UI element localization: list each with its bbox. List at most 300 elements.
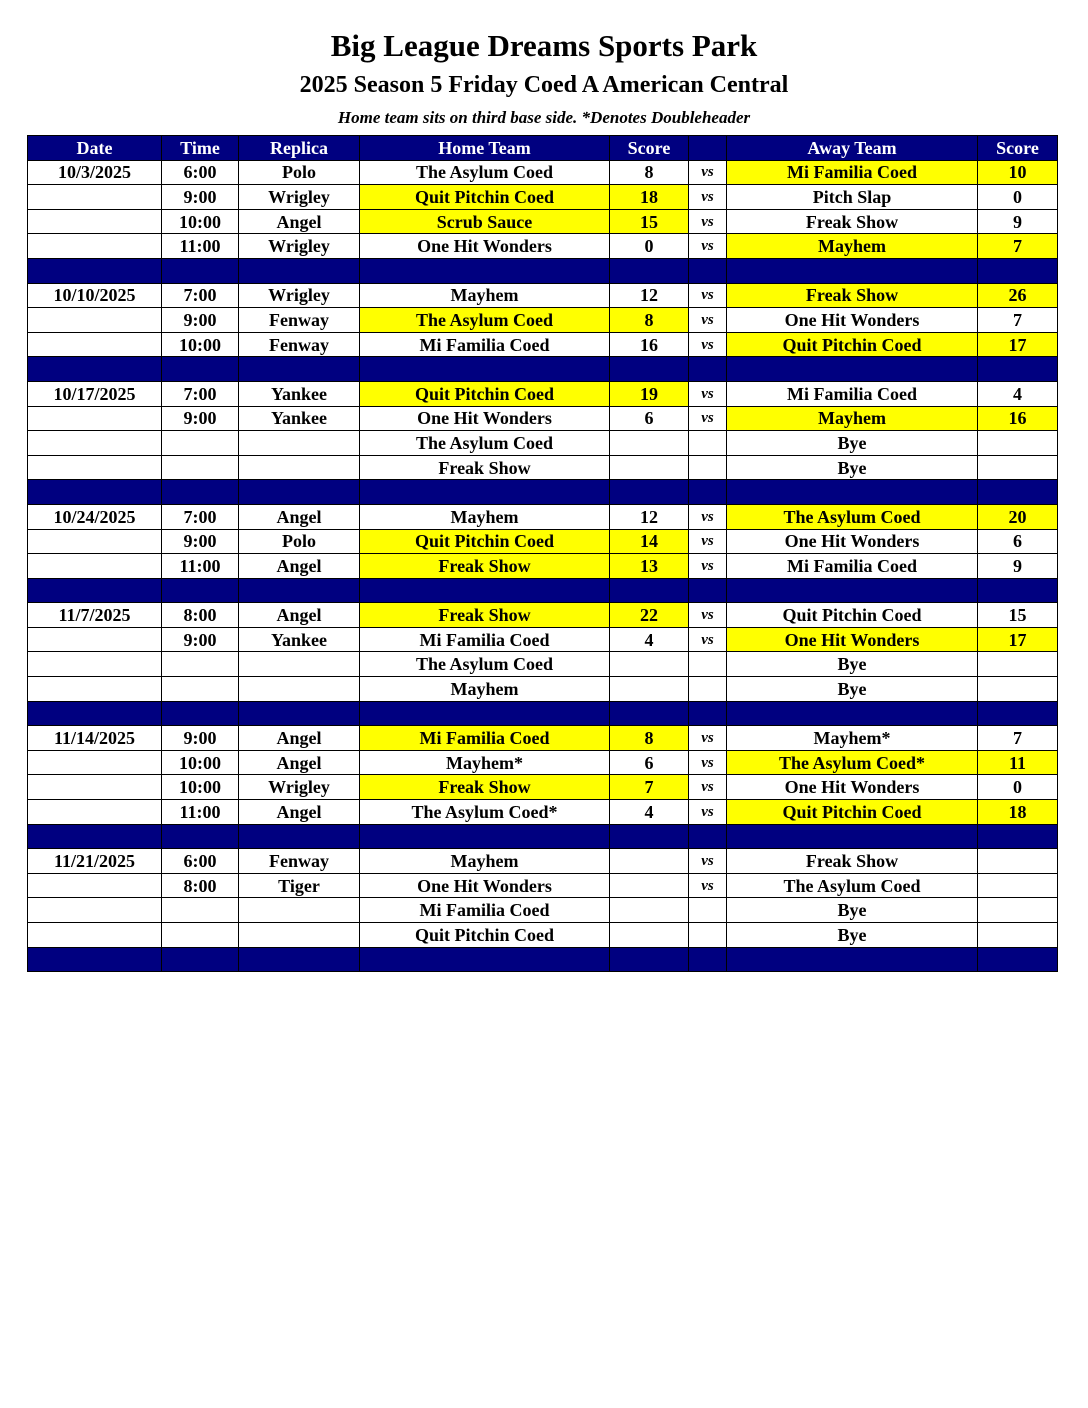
separator-cell — [162, 578, 239, 603]
time-cell: 9:00 — [162, 308, 239, 333]
separator-cell — [28, 701, 162, 726]
replica-cell: Angel — [239, 554, 360, 579]
home-score-cell: 22 — [610, 603, 689, 628]
separator-cell — [162, 480, 239, 505]
separator-cell — [162, 258, 239, 283]
date-cell — [28, 529, 162, 554]
vs-cell: vs — [689, 849, 727, 874]
replica-cell: Angel — [239, 750, 360, 775]
home-score-cell: 4 — [610, 800, 689, 825]
away-team-cell: One Hit Wonders — [727, 529, 978, 554]
table-row — [28, 185, 1058, 210]
separator-cell — [360, 947, 610, 972]
date-cell — [28, 677, 162, 702]
replica-cell: Yankee — [239, 406, 360, 431]
home-score-cell: 16 — [610, 332, 689, 357]
vs-cell — [689, 898, 727, 923]
separator-cell — [610, 578, 689, 603]
replica-cell: Wrigley — [239, 283, 360, 308]
replica-cell — [239, 652, 360, 677]
away-score-cell: 10 — [978, 160, 1058, 185]
away-team-cell: Bye — [727, 652, 978, 677]
week-separator-row — [28, 701, 1058, 726]
table-row — [28, 455, 1058, 480]
date-cell — [28, 627, 162, 652]
home-team-cell: Quit Pitchin Coed — [360, 529, 610, 554]
replica-cell — [239, 677, 360, 702]
time-cell — [162, 923, 239, 948]
away-score-cell: 9 — [978, 554, 1058, 579]
vs-cell: vs — [689, 308, 727, 333]
away-team-cell: Bye — [727, 677, 978, 702]
separator-cell — [360, 258, 610, 283]
date-cell — [28, 234, 162, 259]
page-subtitle: 2025 Season 5 Friday Coed A American Central — [299, 72, 789, 98]
week-separator-row — [28, 480, 1058, 505]
vs-cell — [689, 923, 727, 948]
separator-cell — [978, 824, 1058, 849]
vs-cell — [689, 677, 727, 702]
column-header: Away Team — [727, 136, 978, 161]
time-cell: 8:00 — [162, 603, 239, 628]
date-cell — [28, 873, 162, 898]
home-score-cell: 0 — [610, 234, 689, 259]
table-row — [28, 677, 1058, 702]
away-team-cell: Freak Show — [727, 209, 978, 234]
time-cell: 7:00 — [162, 504, 239, 529]
separator-cell — [360, 480, 610, 505]
home-score-cell: 6 — [610, 750, 689, 775]
separator-cell — [28, 258, 162, 283]
away-score-cell — [978, 677, 1058, 702]
replica-cell: Wrigley — [239, 234, 360, 259]
vs-cell: vs — [689, 554, 727, 579]
replica-cell: Angel — [239, 800, 360, 825]
separator-cell — [689, 701, 727, 726]
separator-cell — [610, 480, 689, 505]
column-header: Home Team — [360, 136, 610, 161]
vs-cell: vs — [689, 873, 727, 898]
vs-cell — [689, 431, 727, 456]
home-team-cell: Quit Pitchin Coed — [360, 381, 610, 406]
separator-cell — [978, 701, 1058, 726]
date-cell: 11/14/2025 — [28, 726, 162, 751]
home-score-cell: 8 — [610, 726, 689, 751]
home-score-cell — [610, 898, 689, 923]
vs-cell: vs — [689, 160, 727, 185]
separator-cell — [28, 480, 162, 505]
time-cell: 9:00 — [162, 726, 239, 751]
week-separator-row — [28, 578, 1058, 603]
home-team-cell: Freak Show — [360, 455, 610, 480]
separator-cell — [360, 578, 610, 603]
separator-cell — [28, 357, 162, 382]
table-row — [28, 923, 1058, 948]
table-row — [28, 750, 1058, 775]
home-score-cell — [610, 431, 689, 456]
time-cell: 11:00 — [162, 234, 239, 259]
time-cell — [162, 898, 239, 923]
page-note: Home team sits on third base side. *Denotes Doubleheader — [337, 108, 751, 127]
separator-cell — [610, 824, 689, 849]
replica-cell: Wrigley — [239, 775, 360, 800]
home-score-cell: 4 — [610, 627, 689, 652]
vs-cell: vs — [689, 603, 727, 628]
replica-cell: Tiger — [239, 873, 360, 898]
date-cell — [28, 898, 162, 923]
table-row — [28, 775, 1058, 800]
schedule-table — [27, 135, 1058, 972]
home-team-cell: Mayhem — [360, 283, 610, 308]
away-team-cell: One Hit Wonders — [727, 775, 978, 800]
replica-cell — [239, 923, 360, 948]
date-cell: 10/24/2025 — [28, 504, 162, 529]
table-row — [28, 431, 1058, 456]
replica-cell: Fenway — [239, 332, 360, 357]
date-cell: 10/10/2025 — [28, 283, 162, 308]
separator-cell — [689, 258, 727, 283]
home-team-cell: The Asylum Coed — [360, 652, 610, 677]
separator-cell — [239, 701, 360, 726]
away-team-cell: Mi Familia Coed — [727, 160, 978, 185]
separator-cell — [162, 824, 239, 849]
home-score-cell — [610, 873, 689, 898]
separator-cell — [727, 258, 978, 283]
separator-cell — [978, 357, 1058, 382]
separator-cell — [239, 947, 360, 972]
replica-cell: Fenway — [239, 308, 360, 333]
away-score-cell: 11 — [978, 750, 1058, 775]
separator-cell — [610, 357, 689, 382]
replica-cell — [239, 455, 360, 480]
vs-cell — [689, 455, 727, 480]
vs-cell: vs — [689, 529, 727, 554]
away-score-cell — [978, 652, 1058, 677]
home-score-cell — [610, 455, 689, 480]
column-header: Time — [162, 136, 239, 161]
replica-cell: Angel — [239, 504, 360, 529]
away-score-cell — [978, 455, 1058, 480]
table-row — [28, 898, 1058, 923]
home-team-cell: Scrub Sauce — [360, 209, 610, 234]
vs-cell: vs — [689, 750, 727, 775]
table-row — [28, 406, 1058, 431]
separator-cell — [360, 701, 610, 726]
date-cell — [28, 775, 162, 800]
table-row — [28, 603, 1058, 628]
replica-cell: Angel — [239, 209, 360, 234]
date-cell — [28, 185, 162, 210]
replica-cell: Wrigley — [239, 185, 360, 210]
table-row — [28, 554, 1058, 579]
home-score-cell: 6 — [610, 406, 689, 431]
time-cell: 7:00 — [162, 381, 239, 406]
date-cell: 11/21/2025 — [28, 849, 162, 874]
week-separator-row — [28, 824, 1058, 849]
time-cell: 8:00 — [162, 873, 239, 898]
date-cell — [28, 332, 162, 357]
away-score-cell: 16 — [978, 406, 1058, 431]
away-team-cell: Bye — [727, 923, 978, 948]
separator-cell — [978, 947, 1058, 972]
replica-cell: Yankee — [239, 627, 360, 652]
table-row — [28, 381, 1058, 406]
date-cell: 10/3/2025 — [28, 160, 162, 185]
separator-cell — [727, 578, 978, 603]
away-team-cell: The Asylum Coed* — [727, 750, 978, 775]
time-cell — [162, 652, 239, 677]
vs-cell: vs — [689, 406, 727, 431]
vs-cell: vs — [689, 185, 727, 210]
table-row — [28, 209, 1058, 234]
date-cell — [28, 209, 162, 234]
separator-cell — [28, 578, 162, 603]
separator-cell — [610, 258, 689, 283]
separator-cell — [727, 947, 978, 972]
home-score-cell: 13 — [610, 554, 689, 579]
column-header: Score — [978, 136, 1058, 161]
table-row — [28, 529, 1058, 554]
home-team-cell: Mayhem — [360, 677, 610, 702]
separator-cell — [689, 578, 727, 603]
away-score-cell: 17 — [978, 627, 1058, 652]
home-team-cell: Mi Familia Coed — [360, 726, 610, 751]
date-cell — [28, 652, 162, 677]
replica-cell — [239, 431, 360, 456]
time-cell: 11:00 — [162, 800, 239, 825]
home-team-cell: One Hit Wonders — [360, 406, 610, 431]
home-score-cell: 18 — [610, 185, 689, 210]
replica-cell: Fenway — [239, 849, 360, 874]
date-cell: 10/17/2025 — [28, 381, 162, 406]
separator-cell — [162, 701, 239, 726]
home-team-cell: Freak Show — [360, 554, 610, 579]
table-row — [28, 308, 1058, 333]
week-separator-row — [28, 357, 1058, 382]
away-score-cell — [978, 923, 1058, 948]
away-score-cell: 15 — [978, 603, 1058, 628]
away-score-cell — [978, 898, 1058, 923]
home-score-cell — [610, 923, 689, 948]
table-row — [28, 234, 1058, 259]
separator-cell — [610, 947, 689, 972]
separator-cell — [689, 357, 727, 382]
column-header: Replica — [239, 136, 360, 161]
home-team-cell: Mayhem — [360, 849, 610, 874]
separator-cell — [239, 258, 360, 283]
table-row — [28, 873, 1058, 898]
page-title: Big League Dreams Sports Park — [330, 28, 758, 63]
away-score-cell: 7 — [978, 726, 1058, 751]
date-cell — [28, 308, 162, 333]
separator-cell — [360, 824, 610, 849]
home-team-cell: The Asylum Coed — [360, 431, 610, 456]
home-score-cell: 15 — [610, 209, 689, 234]
away-score-cell: 0 — [978, 775, 1058, 800]
vs-cell: vs — [689, 726, 727, 751]
table-row — [28, 627, 1058, 652]
away-team-cell: One Hit Wonders — [727, 627, 978, 652]
table-header-row — [28, 136, 1058, 161]
time-cell: 11:00 — [162, 554, 239, 579]
away-score-cell: 0 — [978, 185, 1058, 210]
home-score-cell — [610, 849, 689, 874]
away-score-cell: 26 — [978, 283, 1058, 308]
time-cell: 9:00 — [162, 406, 239, 431]
date-cell — [28, 923, 162, 948]
away-team-cell: The Asylum Coed — [727, 504, 978, 529]
separator-cell — [610, 701, 689, 726]
away-team-cell: One Hit Wonders — [727, 308, 978, 333]
separator-cell — [727, 357, 978, 382]
date-cell — [28, 431, 162, 456]
home-team-cell: Mi Familia Coed — [360, 898, 610, 923]
column-header: Date — [28, 136, 162, 161]
away-team-cell: Pitch Slap — [727, 185, 978, 210]
separator-cell — [162, 357, 239, 382]
home-score-cell: 8 — [610, 308, 689, 333]
away-team-cell: Quit Pitchin Coed — [727, 332, 978, 357]
away-team-cell: Mi Familia Coed — [727, 554, 978, 579]
separator-cell — [239, 357, 360, 382]
time-cell: 9:00 — [162, 627, 239, 652]
separator-cell — [689, 480, 727, 505]
separator-cell — [689, 947, 727, 972]
away-score-cell: 6 — [978, 529, 1058, 554]
away-score-cell: 7 — [978, 308, 1058, 333]
time-cell — [162, 455, 239, 480]
away-team-cell: Freak Show — [727, 283, 978, 308]
time-cell: 7:00 — [162, 283, 239, 308]
away-team-cell: Mayhem — [727, 234, 978, 259]
time-cell — [162, 677, 239, 702]
separator-cell — [360, 357, 610, 382]
home-score-cell — [610, 652, 689, 677]
separator-cell — [727, 824, 978, 849]
time-cell: 10:00 — [162, 209, 239, 234]
date-cell — [28, 554, 162, 579]
home-score-cell — [610, 677, 689, 702]
away-team-cell: Mayhem — [727, 406, 978, 431]
separator-cell — [239, 824, 360, 849]
vs-cell: vs — [689, 800, 727, 825]
away-score-cell: 18 — [978, 800, 1058, 825]
separator-cell — [978, 480, 1058, 505]
schedule-body — [28, 160, 1058, 972]
week-separator-row — [28, 258, 1058, 283]
time-cell: 10:00 — [162, 332, 239, 357]
time-cell: 6:00 — [162, 160, 239, 185]
home-team-cell: The Asylum Coed — [360, 160, 610, 185]
table-row — [28, 652, 1058, 677]
separator-cell — [978, 578, 1058, 603]
vs-cell — [689, 652, 727, 677]
away-team-cell: Mayhem* — [727, 726, 978, 751]
vs-cell: vs — [689, 332, 727, 357]
away-score-cell — [978, 849, 1058, 874]
home-team-cell: Freak Show — [360, 603, 610, 628]
home-team-cell: The Asylum Coed — [360, 308, 610, 333]
vs-cell: vs — [689, 381, 727, 406]
replica-cell — [239, 898, 360, 923]
home-team-cell: Mi Familia Coed — [360, 627, 610, 652]
away-score-cell: 20 — [978, 504, 1058, 529]
table-row — [28, 283, 1058, 308]
time-cell — [162, 431, 239, 456]
separator-cell — [727, 480, 978, 505]
date-cell — [28, 455, 162, 480]
away-team-cell: Freak Show — [727, 849, 978, 874]
date-cell — [28, 750, 162, 775]
away-score-cell: 7 — [978, 234, 1058, 259]
home-team-cell: Quit Pitchin Coed — [360, 185, 610, 210]
replica-cell: Yankee — [239, 381, 360, 406]
vs-cell: vs — [689, 504, 727, 529]
home-score-cell: 14 — [610, 529, 689, 554]
time-cell: 6:00 — [162, 849, 239, 874]
home-team-cell: Quit Pitchin Coed — [360, 923, 610, 948]
vs-cell: vs — [689, 775, 727, 800]
home-team-cell: One Hit Wonders — [360, 234, 610, 259]
away-team-cell: Quit Pitchin Coed — [727, 800, 978, 825]
separator-cell — [239, 578, 360, 603]
away-team-cell: Bye — [727, 898, 978, 923]
separator-cell — [28, 824, 162, 849]
away-team-cell: Mi Familia Coed — [727, 381, 978, 406]
time-cell: 9:00 — [162, 529, 239, 554]
separator-cell — [727, 701, 978, 726]
away-score-cell — [978, 873, 1058, 898]
replica-cell: Polo — [239, 160, 360, 185]
separator-cell — [689, 824, 727, 849]
home-score-cell: 12 — [610, 504, 689, 529]
away-score-cell: 4 — [978, 381, 1058, 406]
replica-cell: Polo — [239, 529, 360, 554]
vs-cell: vs — [689, 627, 727, 652]
home-team-cell: Mi Familia Coed — [360, 332, 610, 357]
column-header: Score — [610, 136, 689, 161]
away-team-cell: Quit Pitchin Coed — [727, 603, 978, 628]
week-separator-row — [28, 947, 1058, 972]
home-score-cell: 19 — [610, 381, 689, 406]
time-cell: 9:00 — [162, 185, 239, 210]
time-cell: 10:00 — [162, 750, 239, 775]
table-row — [28, 800, 1058, 825]
date-cell: 11/7/2025 — [28, 603, 162, 628]
home-team-cell: The Asylum Coed* — [360, 800, 610, 825]
table-row — [28, 504, 1058, 529]
home-score-cell: 8 — [610, 160, 689, 185]
away-team-cell: Bye — [727, 431, 978, 456]
home-score-cell: 7 — [610, 775, 689, 800]
away-score-cell: 17 — [978, 332, 1058, 357]
home-team-cell: Mayhem* — [360, 750, 610, 775]
away-score-cell — [978, 431, 1058, 456]
replica-cell: Angel — [239, 726, 360, 751]
separator-cell — [239, 480, 360, 505]
table-row — [28, 332, 1058, 357]
away-score-cell: 9 — [978, 209, 1058, 234]
vs-cell: vs — [689, 283, 727, 308]
time-cell: 10:00 — [162, 775, 239, 800]
table-row — [28, 726, 1058, 751]
date-cell — [28, 800, 162, 825]
date-cell — [28, 406, 162, 431]
home-score-cell: 12 — [610, 283, 689, 308]
away-team-cell: The Asylum Coed — [727, 873, 978, 898]
separator-cell — [978, 258, 1058, 283]
home-team-cell: One Hit Wonders — [360, 873, 610, 898]
